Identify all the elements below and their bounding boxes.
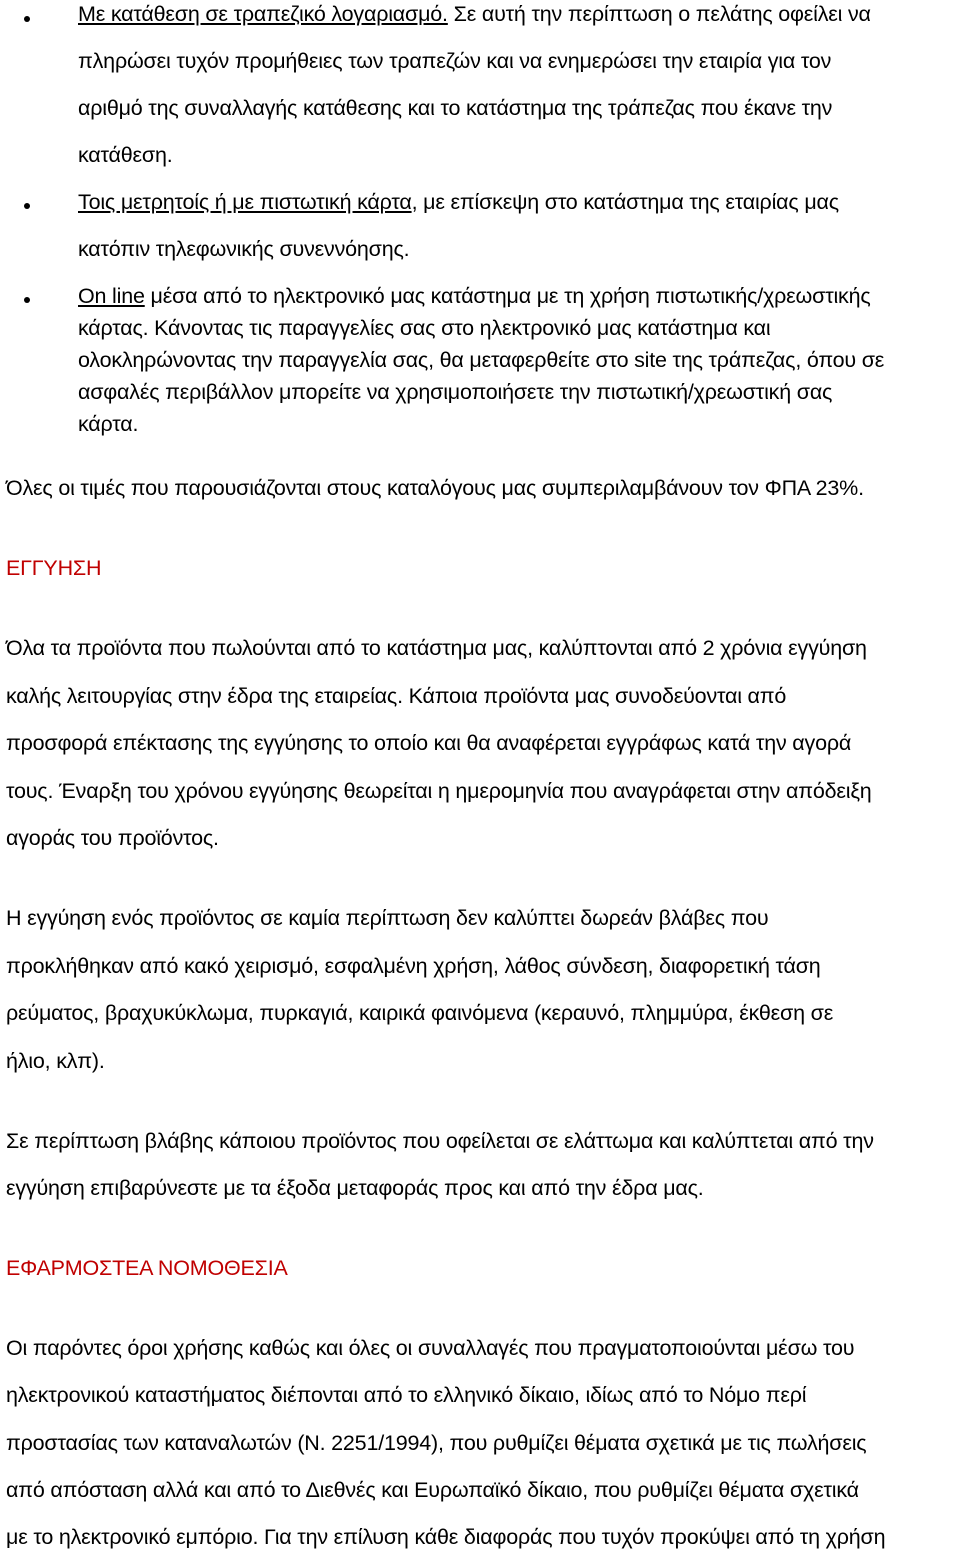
text-fragment: Σε αυτή την περίπτωση ο πελάτης οφείλει να [447,2,871,26]
paragraph-line: Η εγγύηση ενός προϊόντος σε καμία περίπτωση δεν καλύπτει δωρεάν βλάβες που [6,906,769,930]
paragraph-line: με το ηλεκτρονικό εμπόριο. Για την επίλυση κάθε διαφοράς που τυχόν προκύψει από τη χρήση [6,1525,886,1549]
list-item-line: κάρτας. Κάνοντας τις παραγγελίες σας στο ηλεκτρονικό μας κατάστημα και [78,316,771,340]
list-item-line: κάρτα. [78,412,139,436]
paragraph-line: από απόσταση αλλά και από το Διεθνές και Ευρωπαϊκό δίκαιο, που ρυθμίζει θέματα σχετικά [6,1478,859,1502]
list-item-line [78,190,839,215]
paragraph-line: ηλεκτρονικού καταστήματος διέπονται από το ελληνικό δίκαιο, ιδίως από το Νόμο περί [6,1383,807,1407]
warranty-heading: ΕΓΓΥΗΣΗ [6,556,102,580]
paragraph-line: καλής λειτουργίας στην έδρα της εταιρείας. Κάποια προϊόντα μας συνοδεύονται από [6,684,787,708]
paragraph-line: προστασίας των καταναλωτών (Ν. 2251/1994), που ρυθμίζει θέματα σχετικά με τις πωλήσεις [6,1431,867,1455]
list-item-line: πληρώσει τυχόν προμήθειες των τραπεζών και να ενημερώσει την εταιρία για τον [78,49,832,73]
paragraph-line: Όλα τα προϊόντα που πωλούνται από το κατάστημα μας, καλύπτονται από 2 χρόνια εγγύηση [6,636,867,660]
list-item-line: ολοκληρώνοντας την παραγγελία σας, θα μεταφερθείτε στο site της τράπεζας, όπου σε [78,348,885,372]
list-item-line [78,2,871,27]
bank-deposit-link[interactable]: Με κατάθεση σε τραπεζικό λογαριασμό. [78,2,448,26]
bullet-icon [24,297,30,303]
paragraph-line: ήλιο, κλπ). [6,1049,105,1073]
paragraph-line: προσφορά επέκτασης της εγγύησης το οποίο και θα αναφέρεται εγγράφως κατά την αγορά [6,731,852,755]
paragraph-line: Οι παρόντες όροι χρήσης καθώς και όλες οι συναλλαγές που πραγματοποιούνται μέσω του [6,1336,855,1360]
paragraph-line: ρεύματος, βραχυκύκλωμα, πυρκαγιά, καιρικά φαινόμενα (κεραυνό, πλημμύρα, έκθεση σε [6,1001,834,1025]
paragraph-line: προκλήθηκαν από κακό χειρισμό, εσφαλμένη χρήση, λάθος σύνδεση, διαφορετική τάση [6,954,821,978]
list-item-line: ασφαλές περιβάλλον μπορείτε να χρησιμοποιήσετε την πιστωτική/χρεωστική σας [78,380,833,404]
paragraph-line: τους. Έναρξη του χρόνου εγγύησης θεωρείται η ημερομηνία που αναγράφεται στην απόδειξη [6,779,872,803]
list-item-line: αριθμό της συναλλαγής κατάθεσης και το κατάστημα της τράπεζας που έκανε την [78,96,833,120]
bullet-icon [24,203,30,209]
paragraph-line: εγγύηση επιβαρύνεστε με τα έξοδα μεταφοράς προς και από την έδρα μας. [6,1176,704,1200]
paragraph-line: Σε περίπτωση βλάβης κάποιου προϊόντος που οφείλεται σε ελάττωμα και καλύπτεται από την [6,1129,874,1153]
online-link[interactable]: On line [78,284,145,308]
law-heading: ΕΦΑΡΜΟΣΤΕΑ ΝΟΜΟΘΕΣΙΑ [6,1256,288,1280]
bullet-icon [24,16,30,22]
text-fragment: μέσα από το ηλεκτρονικό μας κατάστημα με τη χρήση πιστωτικής/χρεωστικής [144,284,871,308]
vat-note: Όλες οι τιμές που παρουσιάζονται στους καταλόγους μας συμπεριλαμβάνουν τον ΦΠΑ 23%. [6,476,864,500]
list-item-line: κατάθεση. [78,143,173,167]
cash-card-link[interactable]: Τοις μετρητοίς ή με πιστωτική κάρτα [78,190,412,214]
text-fragment: , με επίσκεψη στο κατάστημα της εταιρίας μας [411,190,839,214]
list-item-line [78,284,871,309]
paragraph-line: αγοράς του προϊόντος. [6,826,219,850]
list-item-line: κατόπιν τηλεφωνικής συνεννόησης. [78,237,410,261]
